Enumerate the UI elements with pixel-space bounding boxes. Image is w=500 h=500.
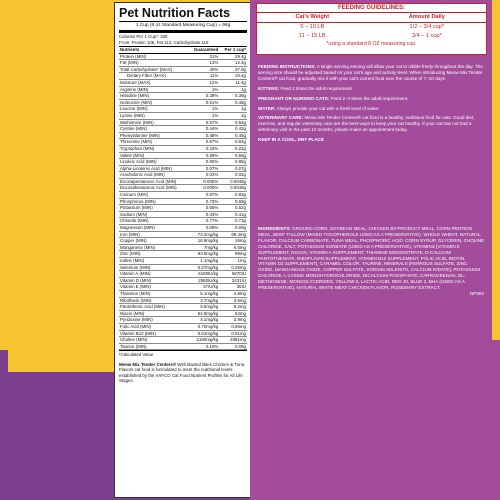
- nutrient-per-cup: 2431IU: [219, 277, 247, 284]
- nutrient-name: Choline (MIN): [119, 337, 188, 344]
- nutrient-per-cup: 1g: [219, 106, 247, 113]
- nutrient-name: Potassium (MIN): [119, 205, 188, 212]
- nutrient-name: Phosphorus (MIN): [119, 198, 188, 205]
- nutrient-guaranteed: 3.7mg/kg: [188, 297, 219, 304]
- nutrient-name: Threonine (MIN): [119, 139, 188, 146]
- nutrient-guaranteed: 0.73%: [188, 198, 219, 205]
- nutrient-guaranteed: 12%: [188, 79, 219, 86]
- nutrient-row: [119, 251, 247, 258]
- nutrient-per-cup: 0.73g: [219, 218, 247, 225]
- nutrient-name: Arginine (MIN): [119, 86, 188, 93]
- nutrient-row: [119, 60, 247, 67]
- nutrient-row: [119, 277, 247, 284]
- nutrient-per-cup: 0.45g: [219, 132, 247, 139]
- nutrient-name: Total Carbohydrate¹ (MAX): [119, 66, 188, 73]
- nutrient-name: Folic Acid (MIN): [119, 323, 188, 330]
- feeding-row: [257, 23, 486, 33]
- nutrient-name: Moisture (MAX): [119, 79, 188, 86]
- nutrient-guaranteed: 0.55%: [188, 205, 219, 212]
- nutrition-title: Pet Nutrition Facts: [119, 6, 231, 20]
- nutrient-per-cup: 0.36g: [219, 93, 247, 100]
- nutrient-guaranteed: 0.09%: [188, 225, 219, 232]
- nutrient-row: [119, 337, 247, 344]
- nutrient-row: [119, 106, 247, 113]
- feeding-table-header: [257, 13, 486, 23]
- nutrient-per-cup: 2081mg: [219, 337, 247, 344]
- nutrient-guaranteed: 11%: [188, 73, 219, 80]
- nutrient-per-cup: 0.54g: [219, 119, 247, 126]
- nutrient-per-cup: 0.83g: [219, 192, 247, 199]
- calculated-value-footnote: ¹Calculated Value: [119, 350, 247, 358]
- brand-name: Meow Mix Tender Centers®: [119, 361, 177, 367]
- nutrient-name: Lysine (MIN): [119, 112, 188, 119]
- nutrient-per-cup: 12.4g: [219, 60, 247, 67]
- nutrient-name: Arachidonic Acid (MIN): [119, 172, 188, 179]
- nutrient-guaranteed: 1.1mg/kg: [188, 258, 219, 265]
- water-instructions: [258, 106, 484, 112]
- nutrient-name: Vitamin A (MIN): [119, 271, 188, 278]
- nutrient-per-cup: 0.85g: [219, 159, 247, 166]
- nutrient-per-cup: 11.4g: [219, 79, 247, 86]
- nutrient-guaranteed: 0.59%: [188, 152, 219, 159]
- nutrient-row: [119, 152, 247, 159]
- nutrient-name: Docosahexaenoic Acid (MIN): [119, 185, 188, 192]
- nutrient-guaranteed: 37IU/kg: [188, 284, 219, 291]
- nutrient-per-cup: 0.42g: [219, 126, 247, 133]
- nutrient-row: [119, 79, 247, 86]
- nutrient-row: [119, 86, 247, 93]
- nutrient-name: Alpha-Linolenic Acid (MIN): [119, 165, 188, 172]
- nutrient-guaranteed: 54.9mg/kg: [188, 310, 219, 317]
- nutrient-name: Copper (MIN): [119, 238, 188, 245]
- water-text: Always provide your cat with a fresh bowl of water.: [275, 105, 380, 111]
- nutrient-per-cup: 29.4g: [219, 53, 247, 60]
- nutrient-row: [119, 99, 247, 106]
- kittens-text: Feed 2 times the adult requirement.: [279, 85, 353, 91]
- nutrient-guaranteed: 4.1mg/kg: [188, 317, 219, 324]
- nutrient-name: Dietary Fiber (MAX): [119, 73, 188, 80]
- nutrient-name: Cystine (MIN): [119, 126, 188, 133]
- nutrient-row: [119, 343, 247, 350]
- nutrient-row: [119, 258, 247, 265]
- nutrient-name: Calcium (MIN): [119, 192, 188, 199]
- nutrient-per-cup: 0.01mg: [219, 330, 247, 337]
- kittens-instructions: [258, 86, 484, 92]
- nutrition-facts-panel: [114, 2, 252, 498]
- nutrient-name: Pyridoxine (MIN): [119, 317, 188, 324]
- nutrient-row: [119, 218, 247, 225]
- nutrient-row: [119, 231, 247, 238]
- nutrient-name: Iodine (MIN): [119, 258, 188, 265]
- nutrient-guaranteed: 0.90%: [188, 159, 219, 166]
- nutrient-row: [119, 198, 247, 205]
- nutrient-guaranteed: 0.07%: [188, 165, 219, 172]
- nutrient-row: [119, 53, 247, 60]
- calories-block: [119, 33, 247, 47]
- nutrient-per-cup: 0.41g: [219, 211, 247, 218]
- header-nutrients: Nutrients: [119, 47, 188, 53]
- header-cat-weight: Cat's Weight: [257, 13, 368, 23]
- right-side-decoration: [492, 0, 500, 500]
- nutrient-guaranteed: 1%: [188, 106, 219, 113]
- feeding-amount: 3/4 – 1 cup*: [411, 33, 442, 39]
- nutrient-name: Tryptophan (MIN): [119, 145, 188, 152]
- nutrient-guaranteed: 0.01mg/kg: [188, 330, 219, 337]
- ingredients-text: GROUND CORN, SOYBEAN MEAL, CHICKEN BY-PRODUCT MEAL, CORN PROTEIN MEAL, BEEF TALLOW (MIXED TOCOPHEROLS USED AS A PRESERVATIVE), WHOLE WHEAT, NATURAL FLAVOR, CALCIUM CARBONATE, TUNA MEAL, PHOSPHORIC ACID, CORN SYRUP, GLYCERIN, CHOLINE CHLORIDE, SALT, POTASSIUM SORBATE (USED AS A PRESERVATIVE), VITAMINS [VITAMIN E SUPPLEMENT, NIACIN, VITAMIN A SUPPLEMENT, THIAMINE MONONITRATE, D-CALCIUM PANTOTHENATE, RIBOFLAVIN SUPPLEMENT, VITAMIN B12 SUPPLEMENT, FOLIC ACID, BIOTIN, VITAMIN D3 SUPPLEMENT], CARAMEL COLOR, TAURINE, MINERALS [FERROUS SULFATE, ZINC OXIDE, MANGANOUS OXIDE, COPPER SULFATE, SODIUM SELENITE, CALCIUM IODATE], POTASSIUM CHLORIDE, L-LYSINE MONOHYDROCHLORIDE, DICALCIUM PHOSPHATE, CARRAGEENAN, DL-METHIONINE, MONOGLYCERIDES, YELLOW 5, LACTIC ACID, RED 40, BLUE 2, BHA (USED AS A PRESERVATIVE), NATURAL WHITE MEAT CHICKEN FLAVOR, ROSEMARY EXTRACT.: [258, 226, 484, 291]
- nutrient-name: Zinc (MIN): [119, 251, 188, 258]
- nutrient-name: Vitamin E (MIN): [119, 284, 188, 291]
- nutrient-name: Thiamine (MIN): [119, 290, 188, 297]
- nutrient-name: Linoleic Acid (MIN): [119, 159, 188, 166]
- nutrient-guaranteed: 2190mg/kg: [188, 337, 219, 344]
- nutrient-guaranteed: 0.27mg/kg: [188, 264, 219, 271]
- nutrient-per-cup: 4.8mg: [219, 290, 247, 297]
- nutrient-per-cup: 0.56g: [219, 152, 247, 159]
- pregnant-instructions: [258, 96, 484, 102]
- nutrient-name: Niacin (MIN): [119, 310, 188, 317]
- calories-per-cup: Calories Per 1 Cup*: 336: [119, 34, 168, 39]
- vet-text: Meow Mix Tender Centers® cat food is a healthy, nutritious food for cats. Good diet, exercise, and regular veterinary care are the best ways to keep your cat healthy. If your cat has not had a veterinary visit in the past 12 months, please make an appointment today.: [258, 115, 475, 133]
- ingredients-block: [258, 226, 484, 297]
- calories-from: From: Protein 105, Fat 112, Carbohydrate 119: [119, 39, 209, 45]
- nutrient-guaranteed: 1%: [188, 112, 219, 119]
- nutrient-guaranteed: 5.1mg/kg: [188, 290, 219, 297]
- feeding-instructions-label: FEEDING INSTRUCTIONS:: [258, 64, 316, 69]
- nutrient-name: Iron (MIN): [119, 231, 188, 238]
- nutrient-per-cup: 0.09g: [219, 225, 247, 232]
- nutrient-per-cup: 5870IU: [219, 271, 247, 278]
- nutrient-guaranteed: 0.44%: [188, 126, 219, 133]
- feeding-note: *using a standard 8 OZ measuring cup.: [326, 41, 417, 47]
- nutrient-row: [119, 172, 247, 179]
- nutrient-row: [119, 126, 247, 133]
- nutrient-per-cup: 0.07g: [219, 165, 247, 172]
- nutrient-guaranteed: 0.23%: [188, 145, 219, 152]
- nutrient-guaranteed: 93.6mg/kg: [188, 251, 219, 258]
- vet-label: VETERINARY CARE:: [258, 115, 304, 121]
- nutrient-guaranteed: 0.38%: [188, 93, 219, 100]
- nutrient-name: Selenium (MIN): [119, 264, 188, 271]
- nutrient-row: [119, 271, 247, 278]
- vet-care: [258, 115, 484, 133]
- nutrient-name: Isoleucine (MIN): [119, 99, 188, 106]
- serving-size: 1 Cup (8 oz Standard Measuring Cup) = 96g: [119, 21, 247, 33]
- nutrient-per-cup: 0.52g: [219, 205, 247, 212]
- nutrient-per-cup: 0.26mg: [219, 264, 247, 271]
- nutrient-row: [119, 284, 247, 291]
- nutrient-name: Sodium (MIN): [119, 211, 188, 218]
- nutrient-table: [119, 47, 247, 350]
- nutrient-guaranteed: 2560IU/kg: [188, 277, 219, 284]
- nutrient-row: [119, 205, 247, 212]
- nutrient-guaranteed: 0.48%: [188, 132, 219, 139]
- nutrient-row: [119, 139, 247, 146]
- nutrient-per-cup: 0.66mg: [219, 323, 247, 330]
- nutrient-name: Manganese (MIN): [119, 244, 188, 251]
- feeding-weight: 11 – 15 LB: [298, 33, 326, 39]
- nutrient-name: Histidine (MIN): [119, 93, 188, 100]
- nutrient-guaranteed: 1%: [188, 86, 219, 93]
- nutrient-guaranteed: 40%: [188, 66, 219, 73]
- nutrient-guaranteed: 0.02%: [188, 172, 219, 179]
- nutrient-row: [119, 211, 247, 218]
- nutrient-row: [119, 290, 247, 297]
- nutrient-row: [119, 159, 247, 166]
- nutrient-guaranteed: 0.51%: [188, 99, 219, 106]
- nutrient-guaranteed: 31%: [188, 53, 219, 60]
- nutrient-name: Leucine (MIN): [119, 106, 188, 113]
- feeding-amount: 1/2 – 3/4 cup*: [409, 24, 445, 30]
- nutrient-row: [119, 178, 247, 185]
- nutrient-per-cup: 0.22g: [219, 145, 247, 152]
- feeding-instructions: [258, 64, 484, 82]
- feeding-weight: 5 – 10 LB: [300, 24, 325, 30]
- nutrient-row: [119, 66, 247, 73]
- nutrient-per-cup: 52mg: [219, 310, 247, 317]
- nutrient-guaranteed: 0.10%: [188, 343, 219, 350]
- nutrient-name: Chloride (MIN): [119, 218, 188, 225]
- nutrient-name: Phenylalanine (MIN): [119, 132, 188, 139]
- nutrient-per-cup: 0.0048g: [219, 185, 247, 192]
- nutrient-per-cup: 0.02g: [219, 172, 247, 179]
- nutrient-row: [119, 244, 247, 251]
- nutrient-guaranteed: 0.87%: [188, 192, 219, 199]
- feeding-guidelines-box: [256, 3, 487, 55]
- nutrient-row: [119, 264, 247, 271]
- nutrient-per-cup: 1g: [219, 112, 247, 119]
- nutrient-row: [119, 310, 247, 317]
- feeding-instructions-text: A single serving serving will allow your cat to nibble freely throughout the day. The serving size should be adjusted based on your cat's age and activity level. When introducing Meow Mix Tender Centers® cat food, gradually mix it with your cat's current food over the course of 7–10 days.: [258, 64, 483, 81]
- nutrient-per-cup: 1mg: [219, 258, 247, 265]
- ingredients-label: INGREDIENTS:: [258, 226, 291, 231]
- nutrient-name: Vitamin B12 (MIN): [119, 330, 188, 337]
- header-amount-daily: Amount Daily: [368, 13, 486, 23]
- nutrient-per-cup: 37.9g: [219, 66, 247, 73]
- nutrient-name: Magnesium (MIN): [119, 225, 188, 232]
- nutrient-row: [119, 93, 247, 100]
- aafco-statement: [119, 362, 247, 384]
- nutrient-per-cup: 0.09g: [219, 343, 247, 350]
- feeding-table: [257, 12, 486, 41]
- nutrient-per-cup: 0.48g: [219, 99, 247, 106]
- nutrient-per-cup: 16mg: [219, 238, 247, 245]
- nutrient-row: [119, 132, 247, 139]
- nutrient-name: Methionine (MIN): [119, 119, 188, 126]
- feeding-guidelines-title: FEEDING GUIDELINES:: [337, 5, 405, 11]
- nutrient-per-cup: 3.5mg: [219, 297, 247, 304]
- nutrient-row: [119, 304, 247, 311]
- header-per-cup: Per 1 cup*: [219, 47, 247, 53]
- nutrient-per-cup: 69.4mg: [219, 231, 247, 238]
- nutrient-guaranteed: 13%: [188, 60, 219, 67]
- nutrient-name: Vitamin D (MIN): [119, 277, 188, 284]
- nutrient-row: [119, 185, 247, 192]
- nutrient-per-cup: 0.64g: [219, 139, 247, 146]
- nutrient-row: [119, 119, 247, 126]
- nutrient-row: [119, 192, 247, 199]
- nutrient-guaranteed: 5.5mg/kg: [188, 304, 219, 311]
- right-info-panel: [250, 0, 492, 500]
- nutrient-row: [119, 238, 247, 245]
- nutrient-row: [119, 297, 247, 304]
- nutrient-guaranteed: 7mg/kg: [188, 244, 219, 251]
- nutrient-row: [119, 330, 247, 337]
- nutrient-per-cup: 1g: [219, 86, 247, 93]
- nutrient-guaranteed: 0.67%: [188, 139, 219, 146]
- feeding-row: [257, 32, 486, 41]
- nutrient-name: Valine (MIN): [119, 152, 188, 159]
- nutrient-name: Fat (MIN): [119, 60, 188, 67]
- nutrient-guaranteed: 6180IU/kg: [188, 271, 219, 278]
- nutrient-guaranteed: 0.005%: [188, 178, 219, 185]
- header-guaranteed: Guaranteed: [188, 47, 219, 53]
- nutrient-guaranteed: 73.2mg/kg: [188, 231, 219, 238]
- nutrient-per-cup: 3.9mg: [219, 317, 247, 324]
- pregnant-label: PREGNANT OR NURSING CATS:: [258, 95, 330, 101]
- nutrient-guaranteed: 0.70mg/kg: [188, 323, 219, 330]
- nutrient-name: Riboflavin (MIN): [119, 297, 188, 304]
- nutrient-guaranteed: 0.005%: [188, 185, 219, 192]
- nutrient-row: [119, 73, 247, 80]
- nutrient-row: [119, 112, 247, 119]
- nutrient-guaranteed: 0.77%: [188, 218, 219, 225]
- water-label: WATER:: [258, 105, 276, 111]
- nutrient-per-cup: 0.0048g: [219, 178, 247, 185]
- nutrient-guaranteed: 16.9mg/kg: [188, 238, 219, 245]
- nutrient-guaranteed: 0.57%: [188, 119, 219, 126]
- storage-text: KEEP IN A COOL, DRY PLACE: [258, 137, 324, 143]
- aafco-text: With Basted Bites Chicken & Tuna Flavors cat food is formulated to meet the nutritional levels established by the AAFCO Cat Food Nutrient Profiles for All Life Stages.: [119, 361, 245, 384]
- nutrient-row: [119, 145, 247, 152]
- nutrient-per-cup: 35IU: [219, 284, 247, 291]
- nutrient-name: Pantothenic Acid (MIN): [119, 304, 188, 311]
- nutrient-per-cup: 0.69g: [219, 198, 247, 205]
- nutrient-per-cup: 6.6mg: [219, 244, 247, 251]
- nutrient-name: Taurine (MIN): [119, 343, 188, 350]
- nutrient-row: [119, 165, 247, 172]
- instructions-block: [258, 64, 484, 147]
- nutrient-name: Eicosapentaenoic Acid (MIN): [119, 178, 188, 185]
- kittens-label: KITTENS:: [258, 85, 280, 91]
- nutrient-guaranteed: 0.43%: [188, 211, 219, 218]
- nutrient-row: [119, 225, 247, 232]
- nutrient-per-cup: 10.4g: [219, 73, 247, 80]
- product-code: NP662: [469, 290, 484, 296]
- nutrient-per-cup: 89mg: [219, 251, 247, 258]
- nutrient-per-cup: 5.2mg: [219, 304, 247, 311]
- nutrient-name: Protein (MIN): [119, 53, 188, 60]
- nutrient-row: [119, 317, 247, 324]
- storage-note: [258, 137, 484, 143]
- pregnant-text: Feed 2–4 times the adult requirement.: [329, 95, 409, 101]
- nutrient-row: [119, 323, 247, 330]
